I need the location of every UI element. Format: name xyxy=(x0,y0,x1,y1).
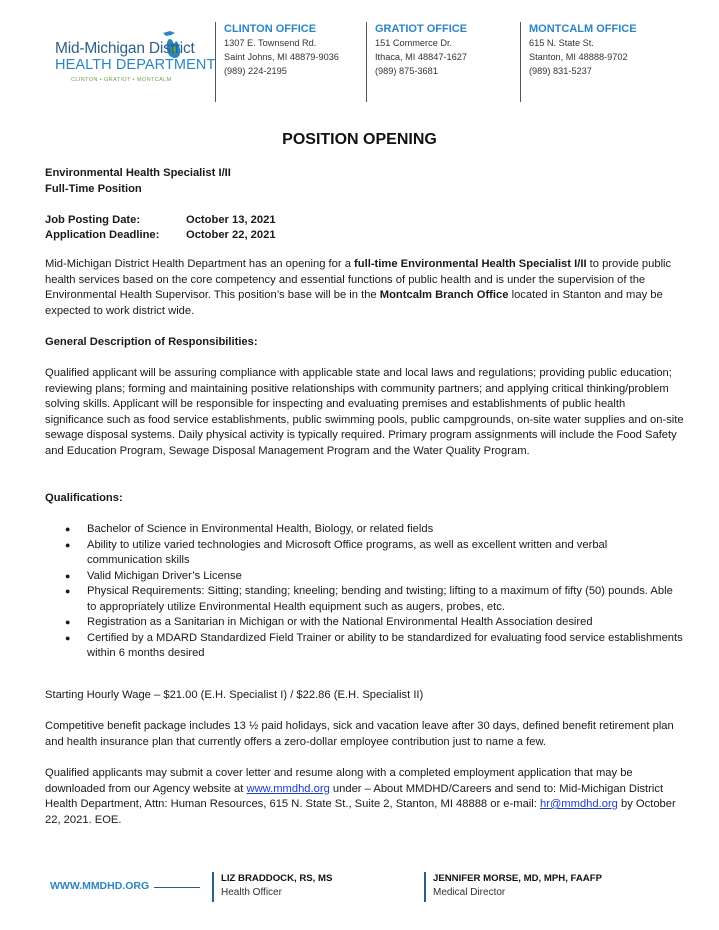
posting-date-label: Job Posting Date: xyxy=(45,213,141,226)
office-address: 1307 E. Townsend Rd. xyxy=(224,38,317,48)
bullet-icon: ● xyxy=(65,539,71,550)
signatory-role: Health Officer xyxy=(221,887,282,898)
intro-emphasis-office: Montcalm Branch Office xyxy=(379,289,509,301)
apply-text: Qualified applicants may submit a cover letter and resume along with a completed employment application that may be downloaded from our Agency website at xyxy=(45,767,633,795)
logo-counties: CLINTON • GRATIOT • MONTCALM xyxy=(71,77,172,83)
posting-date-value: October 13, 2021 xyxy=(186,213,276,226)
website-link[interactable]: www.mmdhd.org xyxy=(246,782,330,795)
bullet-icon: ● xyxy=(65,617,71,627)
position-type: Full-Time Position xyxy=(45,182,142,195)
page-title: POSITION OPENING xyxy=(282,131,437,148)
email-link[interactable]: hr@mmdhd.org xyxy=(540,798,618,810)
intro-text: to provide public health services based on the core competency and essential functions of public health and is under the supervision of the Environmental Health Supervisor. This position’s base will be in the xyxy=(45,258,672,301)
logo-line2: HEALTH DEPARTMENT xyxy=(55,57,216,73)
qualification-text: Ability to utilize varied technologies and Microsoft Office programs, as well as excellent written and verbal communication skills xyxy=(87,538,608,566)
qualification-item xyxy=(45,538,685,569)
bullet-icon: ● xyxy=(65,586,71,596)
bullet-icon: ● xyxy=(65,524,71,534)
signatory-name: LIZ BRADDOCK, RS, MS xyxy=(221,873,333,884)
office-phone: (989) 831-5237 xyxy=(529,66,592,76)
responsibilities-text: Qualified applicant will be assuring compliance with applicable state and local laws and regulations; providing public education; reviewing plans; forming and maintaining positive relationships with community partners; and applying critical thinking/problem solving skills. Applicant will be responsible for inspecting and evaluating premises and establishments of public health significance such as food service establishments, public swimming pools, public campgrounds, on-site water supplies and on-site sewage disposal systems. Daily physical activity is typically required. Primary program assignments will include the Food Safety and Education Program, Sewage Disposal Management Program and the Water Quality Program. xyxy=(45,367,684,457)
signatory-role: Medical Director xyxy=(433,887,506,898)
qualification-item xyxy=(45,615,685,631)
intro-text: Mid-Michigan District Health Department has an opening for a xyxy=(45,258,355,270)
signatory-name: JENNIFER MORSE, MD, MPH, FAAFP xyxy=(433,873,602,884)
apply-paragraph xyxy=(45,766,685,828)
bullet-icon: ● xyxy=(65,632,71,643)
position-title: Environmental Health Specialist I/II xyxy=(45,167,231,179)
office-name: GRATIOT OFFICE xyxy=(375,23,468,35)
signatory-health-officer xyxy=(212,872,332,902)
office-city: Ithaca, MI 48847-1627 xyxy=(375,52,467,62)
office-city: Saint Johns, MI 48879-9036 xyxy=(224,52,339,62)
apply-text: under – About MMDHD/Careers and send to: Mid-Michigan District Health Department, Attn: Human Resources, 615 N. State St., Suite 2, Stanton, MI 48888 or e-mail: xyxy=(45,782,664,810)
qualification-item xyxy=(45,522,685,538)
qualification-item xyxy=(45,631,685,662)
logo-line1: Mid-Michigan District xyxy=(55,40,195,57)
office-montcalm xyxy=(520,22,637,102)
qualifications-list xyxy=(45,522,685,662)
apply-text: by October 22, 2021. EOE. xyxy=(45,798,676,826)
deadline-value: October 22, 2021 xyxy=(186,229,276,241)
office-city: Stanton, MI 48888-9702 xyxy=(529,52,628,62)
qualification-text: Certified by a MDARD Standardized Field Trainer or ability to be standardized for evaluating food service establishments within 6 months desired xyxy=(87,631,683,659)
qualification-item xyxy=(45,584,685,615)
qualification-text: Bachelor of Science in Environmental Health, Biology, or related fields xyxy=(87,523,434,535)
intro-text: located in Stanton and may be expected to work district wide. xyxy=(45,289,663,317)
office-name: MONTCALM OFFICE xyxy=(529,23,637,35)
benefits-paragraph: Competitive benefit package includes 13 ½ paid holidays, sick and vacation leave after 30 days, defined benefit retirement plan and health insurance plan that currently offers a zero-dollar employee contribution just to name a few. xyxy=(45,720,674,748)
intro-emphasis-position: full-time Environmental Health Specialist I/II xyxy=(354,258,587,270)
qualifications-heading: Qualifications: xyxy=(45,492,123,504)
office-address: 151 Commerce Dr. xyxy=(375,38,453,48)
position-info xyxy=(45,166,685,244)
qualification-text: Physical Requirements: Sitting; standing; kneeling; bending and twisting; lifting to a maximum of fifty (50) pounds. Able to appropriately utilize Environmental Health equipment such as augers, probes, etc. xyxy=(87,585,673,613)
bullet-icon: ● xyxy=(65,570,71,581)
agency-logo xyxy=(55,30,215,90)
office-name: CLINTON OFFICE xyxy=(224,23,317,35)
office-address: 615 N. State St. xyxy=(529,38,594,48)
office-phone: (989) 875-3681 xyxy=(375,66,438,76)
qualification-text: Registration as a Sanitarian in Michigan or with the National Environmental Health Association desired xyxy=(87,616,593,628)
intro-paragraph xyxy=(45,257,685,319)
qualification-item xyxy=(45,569,685,585)
office-clinton xyxy=(215,22,339,102)
signatory-medical-director xyxy=(424,872,602,902)
footer-website: WWW.MMDHD.ORG xyxy=(50,880,150,892)
responsibilities-heading: General Description of Responsibilities: xyxy=(45,336,258,348)
qualification-text: Valid Michigan Driver’s License xyxy=(87,569,242,582)
deadline-label: Application Deadline: xyxy=(45,229,160,241)
office-gratiot xyxy=(366,22,467,102)
starting-wage: Starting Hourly Wage – $21.00 (E.H. Specialist I) / $22.86 (E.H. Specialist II) xyxy=(45,689,424,701)
office-phone: (989) 224-2195 xyxy=(224,66,287,76)
footer-divider xyxy=(154,887,200,888)
